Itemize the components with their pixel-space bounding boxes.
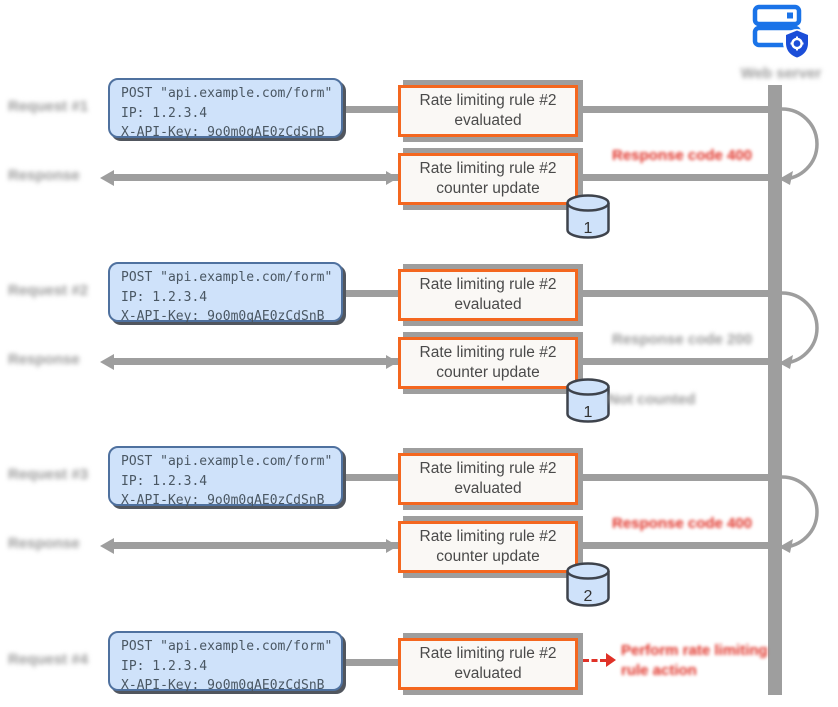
- request-box: [108, 78, 343, 138]
- request-ip-line: IP: 1.2.3.4: [121, 658, 208, 674]
- response-arrowhead: [100, 354, 114, 370]
- request-method-line: POST "api.example.com/form": [121, 639, 333, 654]
- counter-update-box: [398, 153, 578, 205]
- server-block: [724, 4, 838, 82]
- counter-value: 2: [583, 588, 593, 605]
- response-label: Response: [8, 167, 80, 184]
- rule-evaluated-label: Rate limiting rule #2 evaluated: [419, 91, 557, 129]
- request-method-line: POST "api.example.com/form": [121, 86, 333, 101]
- request-label: Request #3: [8, 466, 89, 483]
- request-apikey-line: X-API-Key: 9o0m0qAE0zCdSnB: [121, 125, 325, 140]
- request-box: [108, 446, 343, 506]
- counter-update-label: Rate limiting rule #2 counter update: [419, 159, 557, 197]
- counter-database: [563, 192, 613, 242]
- response-code-annotation: Response code 400: [612, 147, 753, 164]
- server-return-arc: [779, 104, 827, 188]
- request-ip-line: IP: 1.2.3.4: [121, 289, 208, 305]
- response-code-annotation: Response code 200: [612, 331, 753, 348]
- request-ip-line: IP: 1.2.3.4: [121, 105, 208, 121]
- rule-evaluated-label: Rate limiting rule #2 evaluated: [419, 275, 557, 313]
- counter-update-box: [398, 337, 578, 389]
- server-return-arc: [779, 288, 827, 372]
- counter-update-label: Rate limiting rule #2 counter update: [419, 527, 557, 565]
- request-apikey-line: X-API-Key: 9o0m0qAE0zCdSnB: [121, 309, 325, 324]
- mitigation-arrowhead: [606, 653, 616, 667]
- rule-evaluated-box: [398, 269, 578, 321]
- rule-evaluated-label: Rate limiting rule #2 evaluated: [419, 644, 557, 682]
- request-method-line: POST "api.example.com/form": [121, 270, 333, 285]
- response-code-annotation: Response code 400: [612, 515, 753, 532]
- response-arrowhead: [100, 538, 114, 554]
- request-ip-line: IP: 1.2.3.4: [121, 473, 208, 489]
- server-shield-icon: [752, 4, 810, 58]
- counter-update-box: [398, 521, 578, 573]
- request-apikey-line: X-API-Key: 9o0m0qAE0zCdSnB: [121, 678, 325, 693]
- response-arrowhead: [100, 170, 114, 186]
- final-action-note: Perform rate limiting rule action: [621, 642, 768, 680]
- counter-update-label: Rate limiting rule #2 counter update: [419, 343, 557, 381]
- counter-input-arrowhead: [386, 171, 398, 185]
- request-line: [343, 659, 398, 666]
- response-label: Response: [8, 535, 80, 552]
- request-label: Request #2: [8, 282, 89, 299]
- rule-evaluated-box: [398, 85, 578, 137]
- counter-database: [563, 560, 613, 610]
- request-method-line: POST "api.example.com/form": [121, 454, 333, 469]
- counter-database: [563, 376, 613, 426]
- request-label: Request #4: [8, 651, 89, 668]
- response-label: Response: [8, 351, 80, 368]
- server-return-arc: [779, 472, 827, 556]
- server-lifeline: [768, 85, 782, 695]
- counter-value: 1: [583, 404, 593, 421]
- request-apikey-line: X-API-Key: 9o0m0qAE0zCdSnB: [121, 493, 325, 508]
- request-box: [108, 631, 343, 691]
- counter-value: 1: [583, 220, 593, 237]
- counter-input-arrowhead: [386, 539, 398, 553]
- mitigation-dashed-arrow: [583, 659, 606, 662]
- server-label: Web server: [740, 65, 822, 82]
- request-label: Request #1: [8, 98, 89, 115]
- rule-evaluated-box: [398, 453, 578, 505]
- rule-evaluated-box: [398, 638, 578, 690]
- request-box: [108, 262, 343, 322]
- counter-input-arrowhead: [386, 355, 398, 369]
- counter-note: Not counted: [608, 391, 696, 408]
- rule-evaluated-label: Rate limiting rule #2 evaluated: [419, 459, 557, 497]
